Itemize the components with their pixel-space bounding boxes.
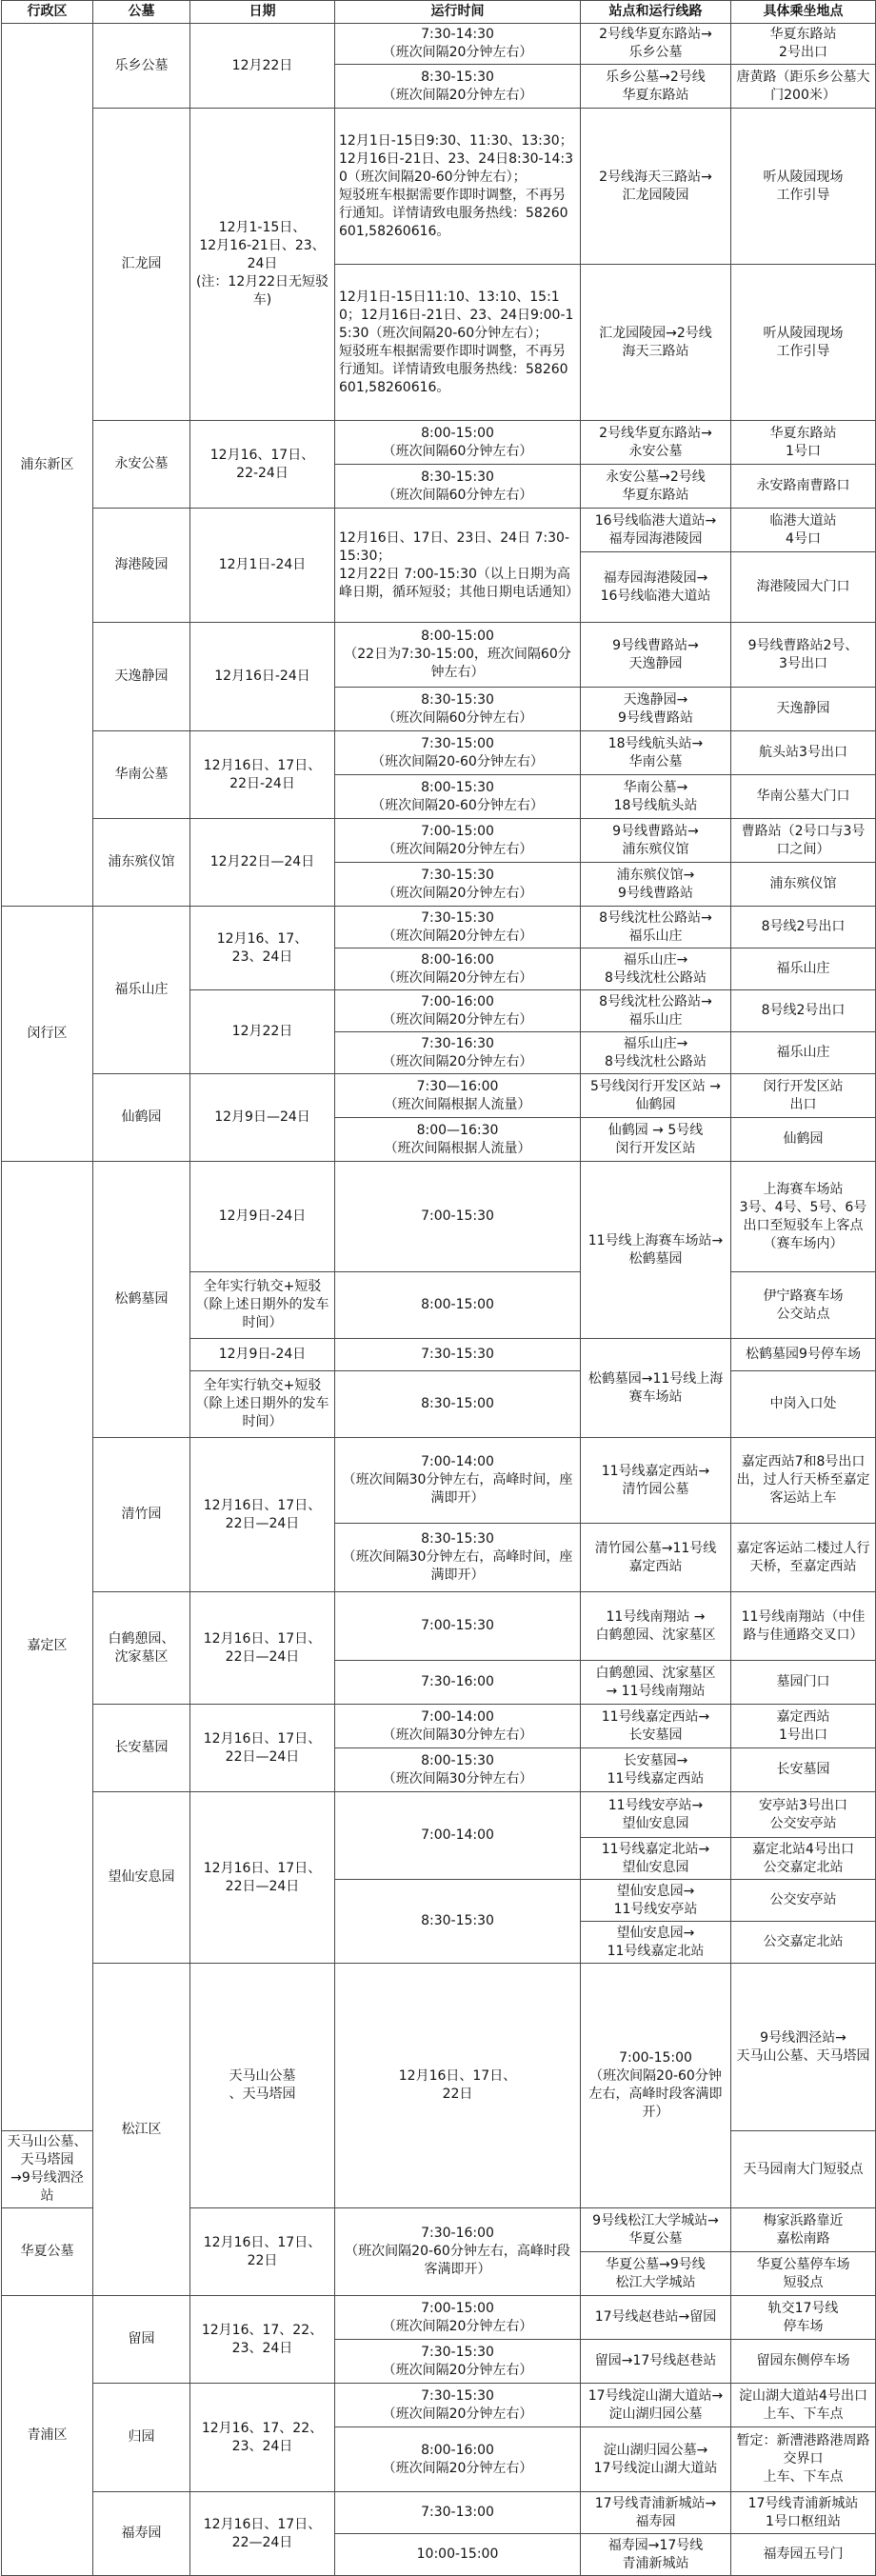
place-cell: 仙鹤园 [731, 1118, 876, 1162]
date-cell: 12月16日、17日、 22日 [190, 2208, 335, 2296]
time-cell: 7:00-16:00 （班次间隔20分钟左右） [335, 990, 581, 1032]
place-cell: 嘉定西站 1号出口 [731, 1705, 876, 1748]
place-cell: 中岗入口处 [731, 1371, 876, 1438]
place-cell: 8号线2号出口 [731, 907, 876, 949]
route-cell: 华南公墓→ 18号线航头站 [581, 775, 731, 819]
time-cell: 7:30-15:30 （班次间隔20分钟左右） [335, 907, 581, 949]
header-date: 日期 [190, 1, 335, 24]
route-cell: 8号线沈杜公路站→ 福乐山庄 [581, 990, 731, 1032]
time-cell: 7:00-15:00 （班次间隔20分钟左右） [335, 819, 581, 863]
cemetery-cell: 华南公墓 [93, 731, 190, 819]
route-cell: 清竹园公墓→11号线 嘉定西站 [581, 1524, 731, 1592]
time-cell: 12月1日-15日11:10、13:10、15:10；12月16日-21日、23、24日9:00-15:30（班次间隔20-60分钟左右）； 短驳班车根据需要作即时调整，不再另行通知。详情请致电服务热线：58260601,58260616。 [335, 265, 581, 421]
table-row [2, 1964, 876, 2131]
time-cell: 7:00-15:00 （班次间隔20分钟左右） [335, 2296, 581, 2340]
cemetery-cell: 天马山公墓 、天马塔园 [190, 1964, 335, 2208]
time-cell: 8:00-15:00 （班次间隔60分钟左右） [335, 421, 581, 465]
district-cell: 浦东新区 [2, 24, 93, 907]
place-cell: 墓园门口 [731, 1661, 876, 1705]
route-cell: 11号线安亭站→ 望仙安息园 [581, 1792, 731, 1838]
place-cell: 华夏东路站 2号出口 [731, 24, 876, 65]
place-cell: 福寿园五号门 [731, 2534, 876, 2576]
time-cell: 8:00-15:30 （班次间隔30分钟左右） [335, 1748, 581, 1792]
route-cell: 福寿园海港陵园→ 16号线临港大道站 [581, 552, 731, 623]
time-cell: 7:00-14:00 （班次间隔30分钟左右，高峰时间，座满即开） [335, 1438, 581, 1524]
time-cell: 8:30-15:30 （班次间隔60分钟左右） [335, 688, 581, 731]
table-row [2, 2492, 876, 2534]
table-header-row [2, 1, 876, 24]
header-route: 站点和运行线路 [581, 1, 731, 24]
time-cell: 8:30-15:00 [335, 1371, 581, 1438]
place-cell: 长安墓园 [731, 1748, 876, 1792]
table-row [2, 1074, 876, 1118]
route-cell: 福乐山庄→ 8号线沈杜公路站 [581, 1032, 731, 1074]
time-cell: 7:00-14:00 [335, 1792, 581, 1880]
time-cell: 8:00-16:00 （班次间隔20分钟左右） [335, 2427, 581, 2492]
time-cell: 7:30-16:00 （班次间隔20-60分钟左右，高峰时段客满即开） [335, 2208, 581, 2296]
shuttle-bus-table [1, 0, 876, 2576]
table-row [2, 1438, 876, 1524]
route-cell: 11号线南翔站 → 白鹤憩园、沈家墓区 [581, 1592, 731, 1661]
place-cell: 8号线2号出口 [731, 990, 876, 1032]
time-cell: 7:00-15:30 [335, 1162, 581, 1272]
place-cell: 伊宁路赛车场 公交站点 [731, 1272, 876, 1339]
place-cell: 天马园南大门短驳点 [731, 2131, 876, 2208]
place-cell: 华夏公墓停车场 短驳点 [731, 2252, 876, 2296]
date-cell: 12月16日-24日 [190, 623, 335, 731]
place-cell: 听从陵园现场 工作引导 [731, 109, 876, 265]
date-cell: 全年实行轨交+短驳（除上述日期外的发车时间） [190, 1371, 335, 1438]
place-cell: 闵行开发区站 出口 [731, 1074, 876, 1118]
time-cell: 7:00-15:30 [335, 1592, 581, 1661]
date-cell: 12月9日-24日 [190, 1162, 335, 1272]
time-cell: 8:00-16:00 （班次间隔20分钟左右） [335, 949, 581, 990]
place-cell: 永安路南曹路口 [731, 465, 876, 509]
date-cell: 全年实行轨交+短驳（除上述日期外的发车时间） [190, 1272, 335, 1339]
time-cell: 8:30-15:30 （班次间隔60分钟左右） [335, 465, 581, 509]
district-cell: 青浦区 [2, 2296, 93, 2576]
place-cell: 公交嘉定北站 [731, 1922, 876, 1964]
time-cell: 8:00-15:30 （班次间隔20-60分钟左右） [335, 775, 581, 819]
time-cell: 8:30-15:30 [335, 1880, 581, 1964]
place-cell: 唐黄路（距乐乡公墓大门200米） [731, 65, 876, 109]
place-cell: 安亭站3号出口 公交安亭站 [731, 1792, 876, 1838]
time-cell: 7:30-15:30 （班次间隔20分钟左右） [335, 2340, 581, 2384]
date-cell: 12月16日、17日、 22日—24日 [190, 1705, 335, 1792]
place-cell: 淀山湖大道站4号出口上车、下车点 [731, 2384, 876, 2427]
route-cell: 留园→17号线赵巷站 [581, 2340, 731, 2384]
route-cell: 9号线松江大学城站→ 华夏公墓 [581, 2208, 731, 2252]
cemetery-cell: 留园 [93, 2296, 190, 2384]
table-row [2, 109, 876, 265]
place-cell: 浦东殡仪馆 [731, 863, 876, 907]
table-row [2, 1162, 876, 1272]
time-cell: 7:00-14:00 （班次间隔30分钟左右） [335, 1705, 581, 1748]
route-cell: 乐乡公墓→2号线 华夏东路站 [581, 65, 731, 109]
time-cell: 8:30-15:30 （班次间隔20分钟左右） [335, 65, 581, 109]
place-cell: 华南公墓大门口 [731, 775, 876, 819]
date-cell: 12月16日、17日、 22日-24日 [190, 731, 335, 819]
header-cemetery: 公墓 [93, 1, 190, 24]
route-cell: 11号线嘉定西站→ 清竹园公墓 [581, 1438, 731, 1524]
date-cell: 12月22日 [190, 24, 335, 109]
date-cell: 12月9日-24日 [190, 1339, 335, 1371]
date-cell: 12月22日 [190, 990, 335, 1074]
route-cell: 长安墓园→ 11号线嘉定西站 [581, 1748, 731, 1792]
cemetery-cell: 仙鹤园 [93, 1074, 190, 1162]
date-cell: 12月1-15日、 12月16-21日、23、 24日 (注：12月22日无短驳车) [190, 109, 335, 421]
place-cell: 梅家浜路靠近 嘉松南路 [731, 2208, 876, 2252]
place-cell: 公交安亭站 [731, 1880, 876, 1922]
route-cell: 汇龙园陵园→2号线 海天三路站 [581, 265, 731, 421]
cemetery-cell: 乐乡公墓 [93, 24, 190, 109]
route-cell: 17号线淀山湖大道站→ 淀山湖归园公墓 [581, 2384, 731, 2427]
route-cell: 17号线青浦新城站→ 福寿园 [581, 2492, 731, 2534]
table-row [2, 24, 876, 65]
route-cell: 天逸静园→ 9号线曹路站 [581, 688, 731, 731]
route-cell: 5号线闵行开发区站 → 仙鹤园 [581, 1074, 731, 1118]
time-cell: 12月1日-15日9:30、11:30、13:30；12月16日-21日、23、24日8:30-14:30（班次间隔20-60分钟左右）； 短驳班车根据需要作即时调整，不再另行通知。详情请致电服务热线：58260601,58260616。 [335, 109, 581, 265]
route-cell: 白鹤憩园、沈家墓区 → 11号线南翔站 [581, 1661, 731, 1705]
route-cell: 仙鹤园 → 5号线 闵行开发区站 [581, 1118, 731, 1162]
route-cell: 华夏公墓→9号线 松江大学城站 [581, 2252, 731, 2296]
table-row [2, 731, 876, 775]
route-cell: 望仙安息园→ 11号线嘉定北站 [581, 1922, 731, 1964]
route-cell: 松鹤墓园→11号线上海 赛车场站 [581, 1339, 731, 1438]
table-row [2, 819, 876, 863]
cemetery-cell: 汇龙园 [93, 109, 190, 421]
table-row [2, 1705, 876, 1748]
cemetery-cell: 福寿园 [93, 2492, 190, 2576]
cemetery-cell: 福乐山庄 [93, 907, 190, 1074]
place-cell: 留园东侧停车场 [731, 2340, 876, 2384]
place-cell: 航头站3号出口 [731, 731, 876, 775]
time-cell: 7:30—16:00 （班次间隔根据人流量） [335, 1074, 581, 1118]
date-cell: 12月16日、17日、 22日—24日 [190, 1792, 335, 1964]
time-cell: 7:30-13:00 [335, 2492, 581, 2534]
date-cell: 12月22日—24日 [190, 819, 335, 907]
date-cell: 12月16、17、22、 23、24日 [190, 2296, 335, 2384]
table-row [2, 1792, 876, 1838]
route-cell: 9号线曹路站→ 天逸静园 [581, 623, 731, 688]
header-place: 具体乘坐地点 [731, 1, 876, 24]
place-cell: 嘉定西站7和8号出口出，过人行天桥至嘉定客运站上车 [731, 1438, 876, 1524]
route-cell: 11号线上海赛车场站→ 松鹤墓园 [581, 1162, 731, 1339]
place-cell: 嘉定北站4号出口 公交嘉定北站 [731, 1838, 876, 1880]
place-cell: 嘉定客运站二楼过人行天桥，至嘉定西站 [731, 1524, 876, 1592]
place-cell: 天逸静园 [731, 688, 876, 731]
table-row [2, 421, 876, 465]
date-cell: 12月16、17、22、 23、24日 [190, 2384, 335, 2492]
date-cell: 12月16日、17日、 22—24日 [190, 2492, 335, 2576]
header-district: 行政区 [2, 1, 93, 24]
table-row [2, 907, 876, 949]
time-cell: 8:30-15:30 （班次间隔30分钟左右，高峰时间，座满即开） [335, 1524, 581, 1592]
place-cell: 暂定：新漕港路港周路交界口 上车、下车点 [731, 2427, 876, 2492]
cemetery-cell: 海港陵园 [93, 509, 190, 623]
table-row [2, 2296, 876, 2340]
table-row [2, 623, 876, 688]
date-cell: 12月16日、17日、 22日—24日 [190, 1592, 335, 1705]
place-cell: 听从陵园现场 工作引导 [731, 265, 876, 421]
route-cell: 淀山湖归园公墓→ 17号线淀山湖大道站 [581, 2427, 731, 2492]
route-cell: 福乐山庄→ 8号线沈杜公路站 [581, 949, 731, 990]
table-row [2, 1592, 876, 1661]
cemetery-cell: 长安墓园 [93, 1705, 190, 1792]
route-cell: 福寿园→17号线 青浦新城站 [581, 2534, 731, 2576]
place-cell: 9号线曹路站2号、 3号出口 [731, 623, 876, 688]
place-cell: 轨交17号线 停车场 [731, 2296, 876, 2340]
time-cell: 8:00—16:30 （班次间隔根据人流量） [335, 1118, 581, 1162]
route-cell: 望仙安息园→ 11号线安亭站 [581, 1880, 731, 1922]
place-cell: 临港大道站 4号口 [731, 509, 876, 552]
table-row [2, 2384, 876, 2427]
cemetery-cell: 浦东殡仪馆 [93, 819, 190, 907]
district-cell: 嘉定区 [2, 1162, 93, 2131]
cemetery-cell: 白鹤憩园、 沈家墓区 [93, 1592, 190, 1705]
district-cell: 松江区 [93, 1964, 190, 2296]
time-cell: 7:30-16:00 [335, 1661, 581, 1705]
place-cell: 曹路站（2号口与3号口之间） [731, 819, 876, 863]
header-time: 运行时间 [335, 1, 581, 24]
district-cell: 闵行区 [2, 907, 93, 1162]
time-cell: 8:00-15:00 [335, 1272, 581, 1339]
time-cell: 12月16日、17日、23日、24日 7:30-15:30； 12月22日 7:00-15:30（以上日期为高峰日期，循环短驳；其他日期电话通知） [335, 509, 581, 623]
route-cell: 天马山公墓、天马塔园 →9号线泗泾站 [2, 2131, 93, 2208]
route-cell: 2号线华夏东路站→ 永安公墓 [581, 421, 731, 465]
date-cell: 12月9日—24日 [190, 1074, 335, 1162]
cemetery-cell: 望仙安息园 [93, 1792, 190, 1964]
place-cell: 海港陵园大门口 [731, 552, 876, 623]
route-cell: 浦东殡仪馆→ 9号线曹路站 [581, 863, 731, 907]
time-cell: 10:00-15:00 [335, 2534, 581, 2576]
route-cell: 16号线临港大道站→ 福寿园海港陵园 [581, 509, 731, 552]
time-cell: 7:30-15:00 （班次间隔20-60分钟左右） [335, 731, 581, 775]
place-cell: 上海赛车场站 3号、4号、5号、6号出口至短驳车上客点（赛车场内） [731, 1162, 876, 1272]
route-cell: 2号线海天三路站→ 汇龙园陵园 [581, 109, 731, 265]
cemetery-cell: 松鹤墓园 [93, 1162, 190, 1438]
place-cell: 福乐山庄 [731, 1032, 876, 1074]
route-cell: 11号线嘉定西站→ 长安墓园 [581, 1705, 731, 1748]
cemetery-cell: 华夏公墓 [2, 2208, 93, 2296]
date-cell: 12月1日-24日 [190, 509, 335, 623]
time-cell: 7:30-16:30 （班次间隔20分钟左右） [335, 1032, 581, 1074]
time-cell: 7:30-15:30 （班次间隔20分钟左右） [335, 863, 581, 907]
place-cell: 松鹤墓园9号停车场 [731, 1339, 876, 1371]
route-cell: 8号线沈杜公路站→ 福乐山庄 [581, 907, 731, 949]
cemetery-cell: 归园 [93, 2384, 190, 2492]
time-cell: 7:30-15:30 （班次间隔20分钟左右） [335, 2384, 581, 2427]
table-row [2, 509, 876, 552]
date-cell: 12月16日、17日、 22日 [335, 1964, 581, 2208]
cemetery-cell: 永安公墓 [93, 421, 190, 509]
time-cell: 7:30-14:30 （班次间隔20分钟左右） [335, 24, 581, 65]
place-cell: 福乐山庄 [731, 949, 876, 990]
date-cell: 12月16、17日、 22-24日 [190, 421, 335, 509]
place-cell: 华夏东路站 1号口 [731, 421, 876, 465]
date-cell: 12月16、17、 23、24日 [190, 907, 335, 990]
place-cell: 17号线青浦新城站 1号口枢纽站 [731, 2492, 876, 2534]
date-cell: 12月16日、17日、 22日—24日 [190, 1438, 335, 1592]
cemetery-cell: 天逸静园 [93, 623, 190, 731]
cemetery-cell: 清竹园 [93, 1438, 190, 1592]
place-cell: 11号线南翔站（中佳路与佳通路交叉口） [731, 1592, 876, 1661]
route-cell: 2号线华夏东路站→ 乐乡公墓 [581, 24, 731, 65]
route-cell: 18号线航头站→ 华南公墓 [581, 731, 731, 775]
route-cell: 17号线赵巷站→留园 [581, 2296, 731, 2340]
route-cell: 9号线泗泾站→ 天马山公墓、天马塔园 [731, 1964, 876, 2131]
time-cell: 7:00-15:00 （班次间隔20-60分钟左右，高峰时段客满即开） [581, 1964, 731, 2208]
route-cell: 9号线曹路站→ 浦东殡仪馆 [581, 819, 731, 863]
time-cell: 8:00-15:00 （22日为7:30-15:00，班次间隔60分钟左右） [335, 623, 581, 688]
route-cell: 永安公墓→2号线 华夏东路站 [581, 465, 731, 509]
time-cell: 7:30-15:30 [335, 1339, 581, 1371]
route-cell: 11号线嘉定北站→ 望仙安息园 [581, 1838, 731, 1880]
